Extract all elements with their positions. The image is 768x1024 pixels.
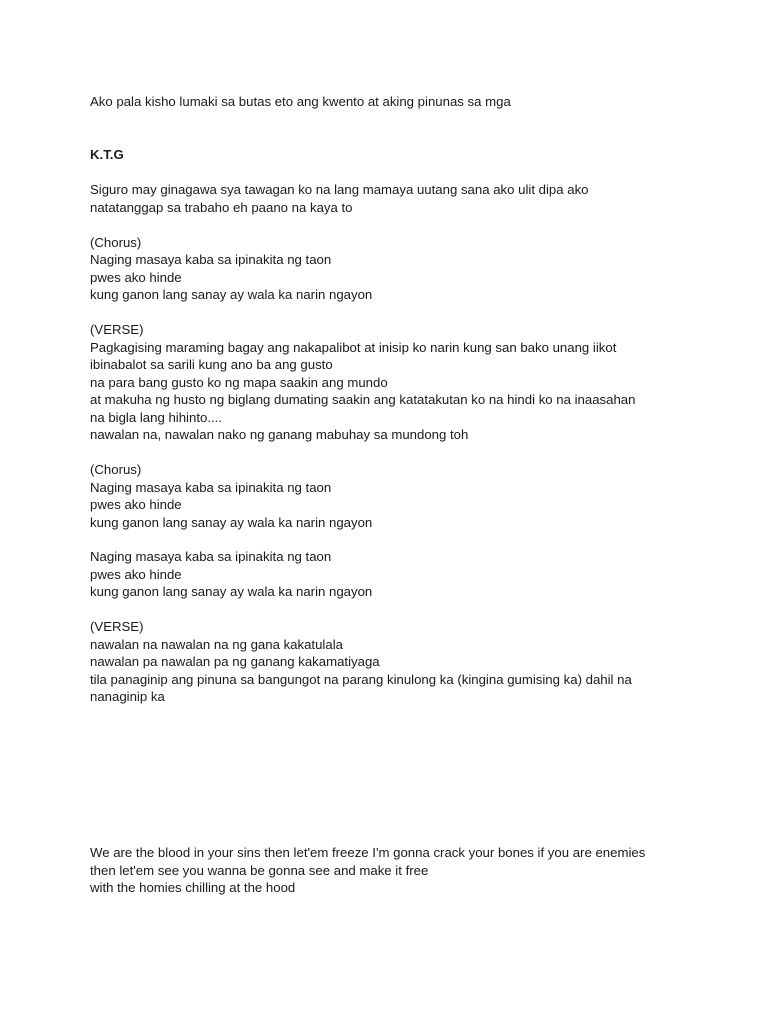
lyric-line: Naging masaya kaba sa ipinakita ng taon xyxy=(90,252,332,267)
lyric-line: tila panaginip ang pinuna sa bangungot na parang kinulong ka (kingina gumising ka) dahil na xyxy=(90,671,632,687)
lyric-line: na para bang gusto ko ng mapa saakin ang mundo xyxy=(90,374,388,390)
song-heading: K.T.G xyxy=(90,147,124,162)
intro-line: Ako pala kisho lumaki sa butas eto ang kwento at aking pinunas sa mga xyxy=(90,94,511,109)
lyric-line: at makuha ng husto ng biglang dumating saakin ang katatakutan ko na hindi ko na inaasahan xyxy=(90,392,636,407)
chorus-label: (Chorus) xyxy=(90,234,142,250)
english-line: We are the blood in your sins then let'em freeze I'm gonna crack your bones if you are enemies xyxy=(90,845,646,860)
lyric-line: nanaginip ka xyxy=(90,689,165,704)
english-line: then let'em see you wanna be gonna see and make it free xyxy=(90,862,429,878)
chorus-label: (Chorus) xyxy=(90,462,142,477)
lyric-line: nawalan pa nawalan pa ng ganang kakamatiyaga xyxy=(90,654,380,669)
verse-label: (VERSE) xyxy=(90,619,144,634)
paragraph-line: natatanggap sa trabaho eh paano na kaya to xyxy=(90,199,353,215)
lyric-line: kung ganon lang sanay ay wala ka narin ngayon xyxy=(90,514,373,530)
lyric-line: nawalan na, nawalan nako ng ganang mabuhay sa mundong toh xyxy=(90,427,469,442)
paragraph-line: Siguro may ginagawa sya tawagan ko na lang mamaya uutang sana ako ulit dipa ako xyxy=(90,182,589,197)
english-line: with the homies chilling at the hood xyxy=(90,880,296,895)
lyric-line: Pagkagising maraming bagay ang nakapalibot at inisip ko narin kung san bako unang iikot xyxy=(90,339,617,355)
document-page xyxy=(90,0,730,1024)
lyric-line: Naging masaya kaba sa ipinakita ng taon xyxy=(90,479,332,495)
lyric-line: pwes ako hinde xyxy=(90,269,182,285)
lyric-line: ibinabalot sa sarili kung ano ba ang gusto xyxy=(90,357,333,372)
lyric-line: pwes ako hinde xyxy=(90,566,182,582)
lyric-line: na bigla lang hihinto.... xyxy=(90,409,222,425)
lyric-line: kung ganon lang sanay ay wala ka narin ngayon xyxy=(90,584,373,599)
lyric-line: pwes ako hinde xyxy=(90,497,182,512)
lyric-line: nawalan na nawalan na ng gana kakatulala xyxy=(90,636,343,652)
lyric-line: kung ganon lang sanay ay wala ka narin ngayon xyxy=(90,287,373,302)
lyric-line: Naging masaya kaba sa ipinakita ng taon xyxy=(90,549,332,564)
verse-label: (VERSE) xyxy=(90,322,144,337)
